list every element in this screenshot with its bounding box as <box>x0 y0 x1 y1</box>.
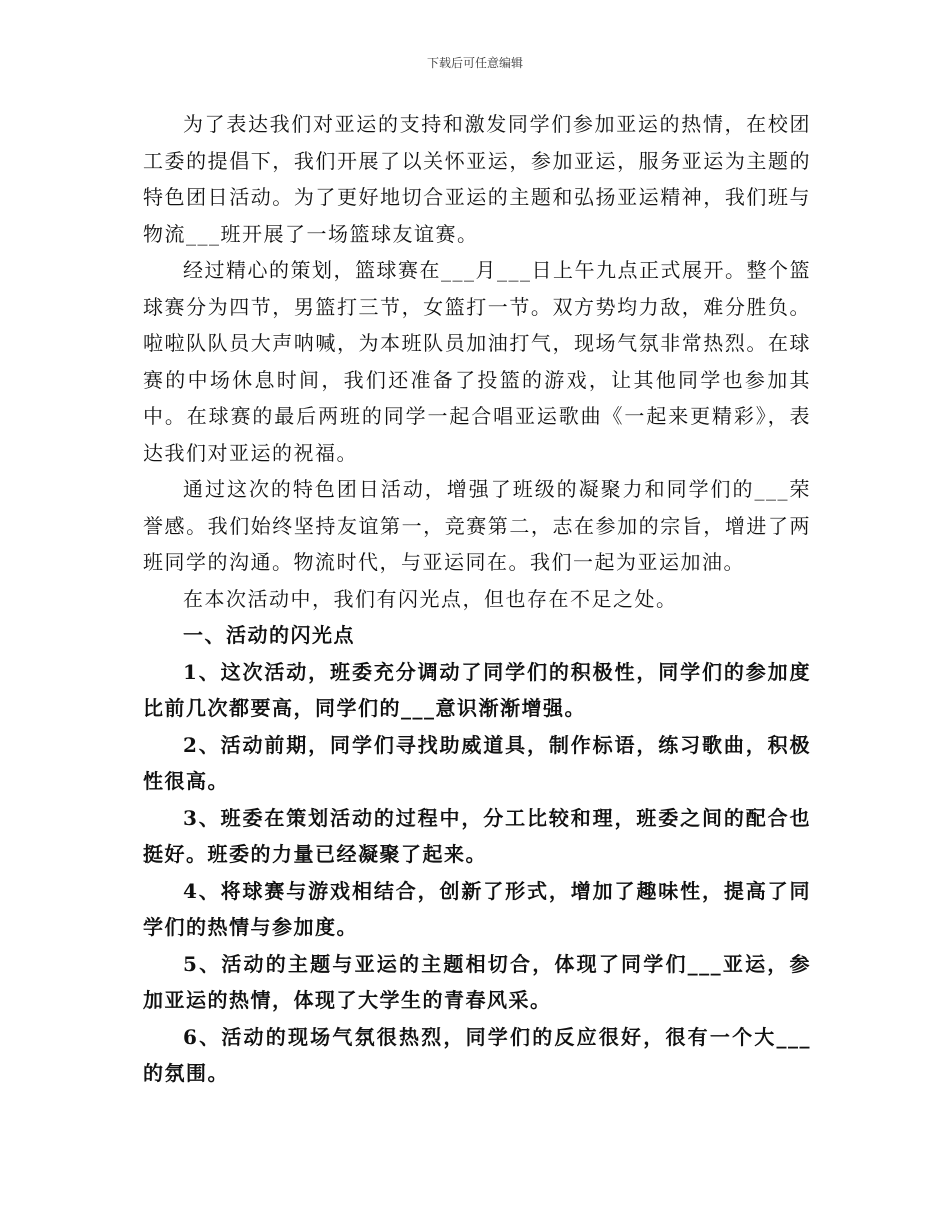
paragraph-summary: 在本次活动中，我们有闪光点，但也存在不足之处。 <box>183 586 678 611</box>
paragraph-result: 通过这次的特色团日活动，增强了班级的凝聚力和同学们的___荣誉感。我们始终坚持友谊第一，竞赛第二，志在参加的宗旨，增进了两班同学的沟通。物流时代，与亚运同在。我们一起为亚运加油。 <box>143 477 811 574</box>
section-heading: 一、活动的闪光点 <box>183 623 355 647</box>
highlight-item-2: 2、活动前期，同学们寻找助威道具，制作标语，练习歌曲，积极性很高。 <box>143 732 811 793</box>
highlight-item-4: 4、将球赛与游戏相结合，创新了形式，增加了趣味性，提高了同学们的热情与参加度。 <box>143 878 811 939</box>
paragraph-game: 经过精心的策划，篮球赛在___月___日上午九点正式展开。整个篮球赛分为四节，男篮打三节，女篮打一节。双方势均力敌，难分胜负。啦啦队队员大声呐喊，为本班队员加油打气，现场气氛非常热烈。在球赛的中场休息时间，我们还准备了投篮的游戏，让其他同学也参加其中。在球赛的最后两班的同学一起合唱亚运歌曲《一起来更精彩》，表达我们对亚运的祝福。 <box>143 258 811 465</box>
paragraph-intro: 为了表达我们对亚运的支持和激发同学们参加亚运的热情，在校团工委的提倡下，我们开展了以关怀亚运，参加亚运，服务亚运为主题的特色团日活动。为了更好地切合亚运的主题和弘扬亚运精神，我们班与物流___班开展了一场篮球友谊赛。 <box>143 112 811 246</box>
highlight-item-3: 3、班委在策划活动的过程中，分工比较和理，班委之间的配合也挺好。班委的力量已经凝聚了起来。 <box>143 805 811 866</box>
highlight-item-6: 6、活动的现场气氛很热烈，同学们的反应很好，很有一个大___的氛围。 <box>143 1024 811 1085</box>
highlight-item-5: 5、活动的主题与亚运的主题相切合，体现了同学们___亚运，参加亚运的热情，体现了大学生的青春风采。 <box>143 951 811 1012</box>
highlight-item-1: 1、这次活动，班委充分调动了同学们的积极性，同学们的参加度比前几次都要高，同学们的___意识渐渐增强。 <box>143 659 811 720</box>
document-body <box>143 106 811 1092</box>
header-note: 下载后可任意编辑 <box>426 56 523 70</box>
